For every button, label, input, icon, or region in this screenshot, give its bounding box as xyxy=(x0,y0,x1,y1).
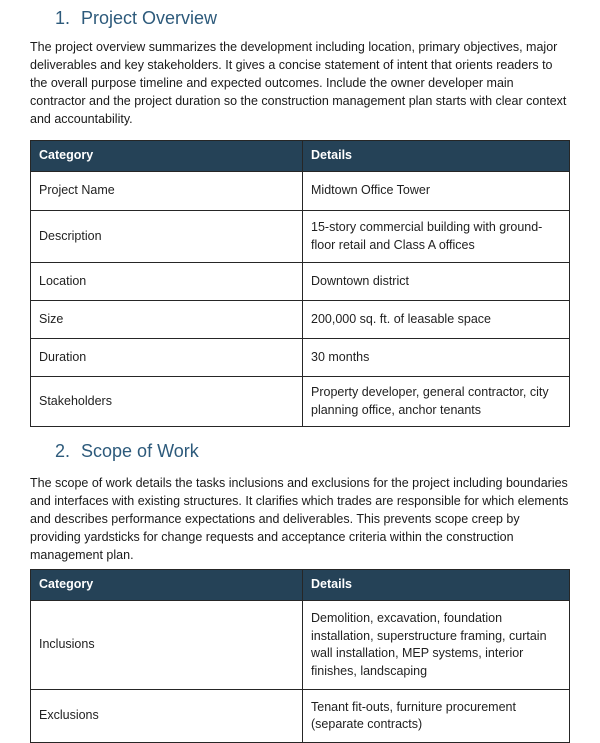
details-cell: 30 months xyxy=(303,339,570,377)
section-heading-text: Project Overview xyxy=(81,8,218,28)
column-header-details: Details xyxy=(303,141,570,172)
category-cell: Size xyxy=(31,301,303,339)
details-cell: Demolition, excavation, foundation installation, superstructure framing, curtain wall installation, MEP systems, interior finishes, landscaping xyxy=(303,601,570,690)
details-cell: Downtown district xyxy=(303,263,570,301)
table-row-size xyxy=(31,301,570,339)
category-cell: Location xyxy=(31,263,303,301)
scope-of-work-table xyxy=(30,569,570,743)
details-cell: 15-story commercial building with ground-floor retail and Class A offices xyxy=(303,211,570,263)
category-cell: Stakeholders xyxy=(31,377,303,427)
table-header-row xyxy=(31,141,570,172)
details-cell: Midtown Office Tower xyxy=(303,172,570,211)
section-project-overview xyxy=(30,8,570,427)
section-1-paragraph: The project overview summarizes the development including location, primary objectives, major deliverables and key stakeholders. It gives a concise statement of intent that orients readers to the overall purpose timeline and expected outcomes. Include the owner developer main contractor and the project duration so the construction management plan starts with clear context and accountability. xyxy=(30,40,567,126)
category-cell: Inclusions xyxy=(31,601,303,690)
table-row-description xyxy=(31,211,570,263)
details-cell: Tenant fit-outs, furniture procurement (separate contracts) xyxy=(303,690,570,743)
section-1-heading xyxy=(30,8,570,28)
category-cell: Exclusions xyxy=(31,690,303,743)
section-heading-number: 2. xyxy=(55,441,71,461)
column-header-category: Category xyxy=(31,141,303,172)
table-row-exclusions xyxy=(31,690,570,743)
category-cell: Project Name xyxy=(31,172,303,211)
column-header-category: Category xyxy=(31,570,303,601)
table-row-location xyxy=(31,263,570,301)
table-header-row xyxy=(31,570,570,601)
column-header-details: Details xyxy=(303,570,570,601)
category-cell: Duration xyxy=(31,339,303,377)
table-row-project-name xyxy=(31,172,570,211)
section-heading-number: 1. xyxy=(55,8,71,28)
section-heading-text: Scope of Work xyxy=(81,441,199,461)
table-row-inclusions xyxy=(31,601,570,690)
section-2-paragraph: The scope of work details the tasks inclusions and exclusions for the project including boundaries and interfaces with existing structures. It clarifies which trades are responsible for which elements and describes performance expectations and deliverables. This prevents scope creep by providing yardsticks for change requests and acceptance criteria within the construction management plan. xyxy=(30,476,569,562)
project-overview-table xyxy=(30,140,570,427)
table-row-duration xyxy=(31,339,570,377)
section-2-heading xyxy=(30,441,570,461)
details-cell: 200,000 sq. ft. of leasable space xyxy=(303,301,570,339)
table-row-stakeholders xyxy=(31,377,570,427)
details-cell: Property developer, general contractor, city planning office, anchor tenants xyxy=(303,377,570,427)
category-cell: Description xyxy=(31,211,303,263)
section-scope-of-work xyxy=(30,441,570,743)
